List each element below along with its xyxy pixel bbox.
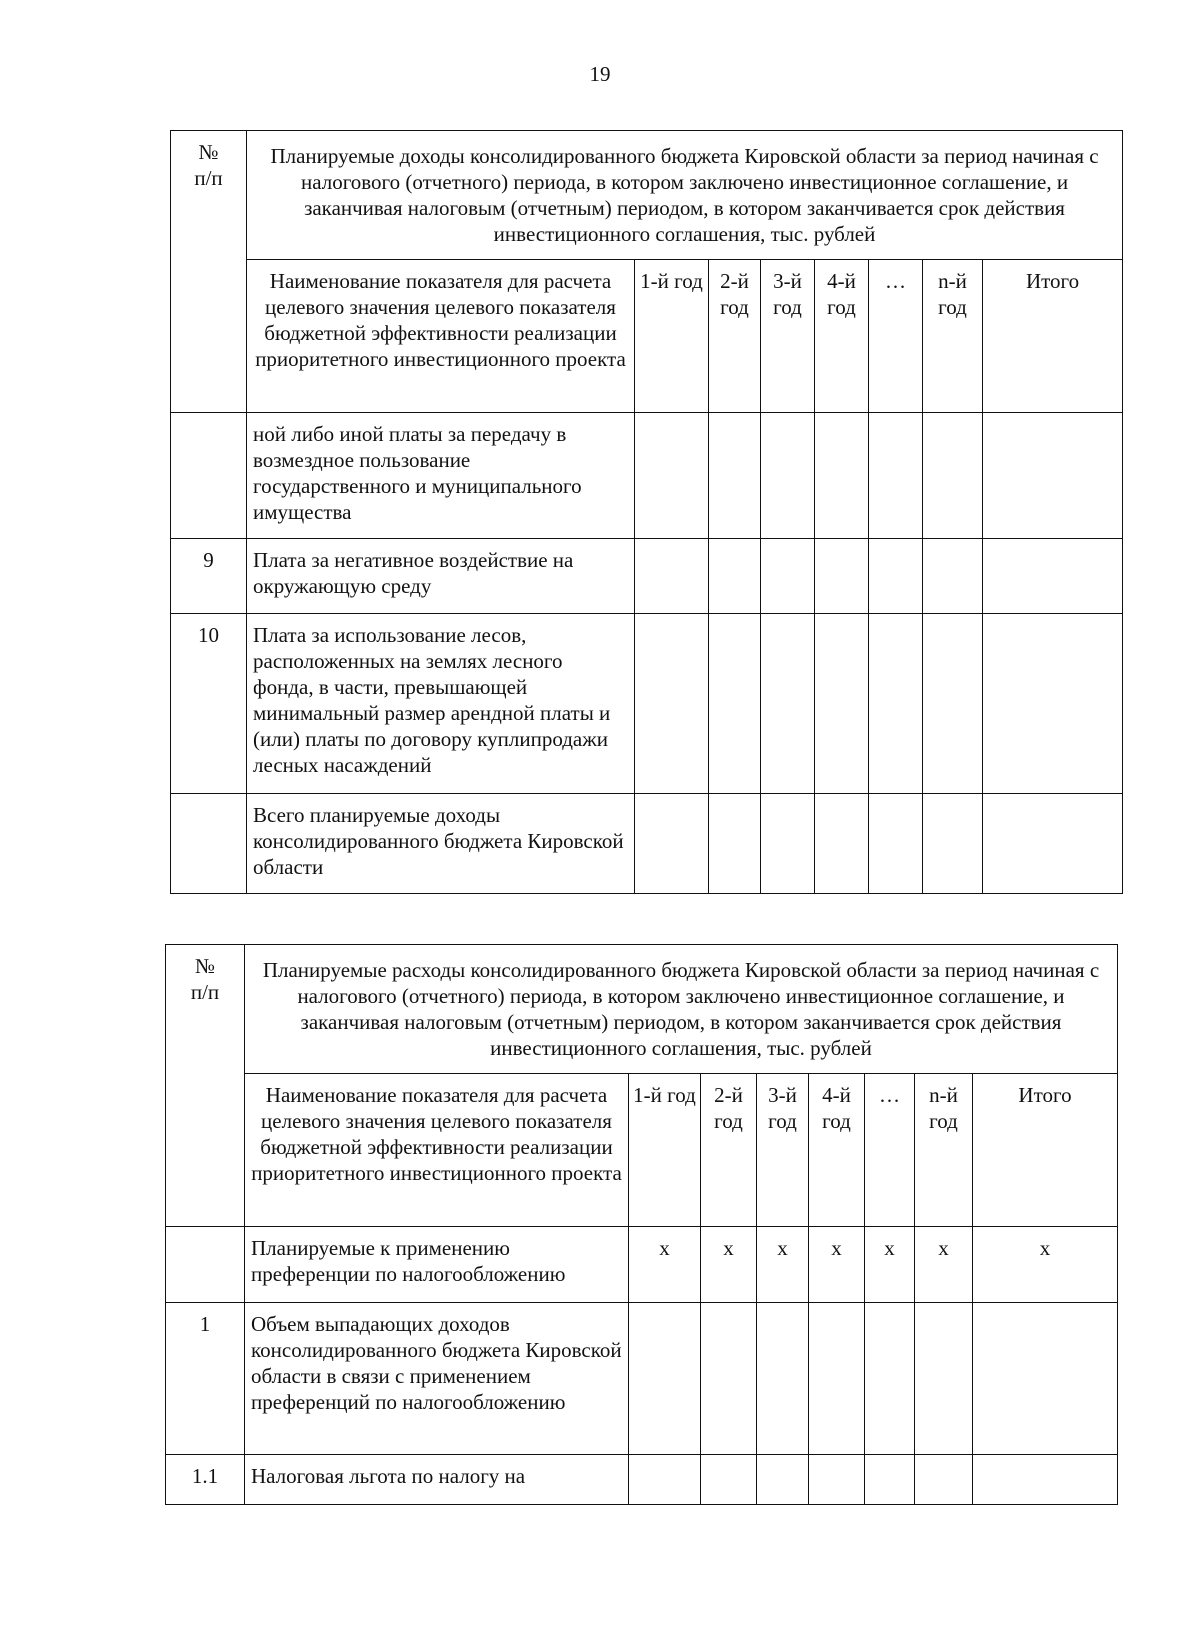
- col-indicator-name: Наименование показателя для расчета целевого значения целевого показателя бюджетной эффективности реализации приоритетного инвестиционного проекта: [247, 260, 635, 413]
- row-number: 10: [171, 614, 247, 794]
- col-num-header: № п/п: [166, 945, 245, 1227]
- col-year-2: 2-й год: [701, 1074, 757, 1227]
- col-year-n: n-й год: [923, 260, 983, 413]
- table-row: [166, 1227, 1118, 1303]
- x-mark: x: [865, 1227, 915, 1303]
- x-mark: x: [701, 1227, 757, 1303]
- row-name: Объем выпадающих доходов консолидированного бюджета Кировской области в связи с применением преференций по налогообложению: [245, 1303, 629, 1455]
- table-row: [171, 413, 1123, 539]
- col-year-4: 4-й год: [815, 260, 869, 413]
- table-row: [171, 794, 1123, 894]
- row-name: ной либо иной платы за передачу в возмездное пользование государственного и муниципального имущества: [247, 413, 635, 539]
- x-mark: x: [629, 1227, 701, 1303]
- expense-table-title: Планируемые расходы консолидированного бюджета Кировской области за период начиная с налогового (отчетного) периода, в котором заключено инвестиционное соглашение, и заканчивая налоговым (отчетным) периодом, в котором заканчивается срок действия инвестиционного соглашения, тыс. рублей: [245, 945, 1118, 1074]
- table-row: [171, 539, 1123, 614]
- col-year-3: 3-й год: [761, 260, 815, 413]
- col-year-1: 1-й год: [629, 1074, 701, 1227]
- row-name: Налоговая льгота по налогу на: [245, 1455, 629, 1505]
- table-row: [166, 1303, 1118, 1455]
- col-year-ellipsis: …: [865, 1074, 915, 1227]
- row-name: Всего планируемые доходы консолидированного бюджета Кировской области: [247, 794, 635, 894]
- col-indicator-name: Наименование показателя для расчета целевого значения целевого показателя бюджетной эффективности реализации приоритетного инвестиционного проекта: [245, 1074, 629, 1227]
- col-total: Итого: [983, 260, 1123, 413]
- page-number: 19: [589, 62, 611, 86]
- row-number: 1.1: [166, 1455, 245, 1505]
- x-mark: x: [809, 1227, 865, 1303]
- table-row: [166, 1455, 1118, 1505]
- row-number: 9: [171, 539, 247, 614]
- row-number: 1: [166, 1303, 245, 1455]
- row-name: Плата за негативное воздействие на окружающую среду: [247, 539, 635, 614]
- col-year-1: 1-й год: [635, 260, 709, 413]
- col-year-4: 4-й год: [809, 1074, 865, 1227]
- col-year-3: 3-й год: [757, 1074, 809, 1227]
- expense-table: [165, 944, 1118, 1505]
- col-total: Итого: [973, 1074, 1118, 1227]
- col-year-2: 2-й год: [709, 260, 761, 413]
- income-table-title: Планируемые доходы консолидированного бюджета Кировской области за период начиная с налогового (отчетного) периода, в котором заключено инвестиционное соглашение, и заканчивая налоговым (отчетным) периодом, в котором заканчивается срок действия инвестиционного соглашения, тыс. рублей: [247, 131, 1123, 260]
- table-row: [171, 614, 1123, 794]
- x-mark: x: [757, 1227, 809, 1303]
- x-mark: x: [915, 1227, 973, 1303]
- col-year-n: n-й год: [915, 1074, 973, 1227]
- income-table: [170, 130, 1123, 894]
- row-name: Плата за использование лесов, расположенных на землях лесного фонда, в части, превышающей минимальный размер арендной платы и (или) платы по договору куплипродажи лесных насаждений: [247, 614, 635, 794]
- col-year-ellipsis: …: [869, 260, 923, 413]
- col-num-header: № п/п: [171, 131, 247, 413]
- x-mark: x: [973, 1227, 1118, 1303]
- row-name: Планируемые к применению преференции по налогообложению: [245, 1227, 629, 1303]
